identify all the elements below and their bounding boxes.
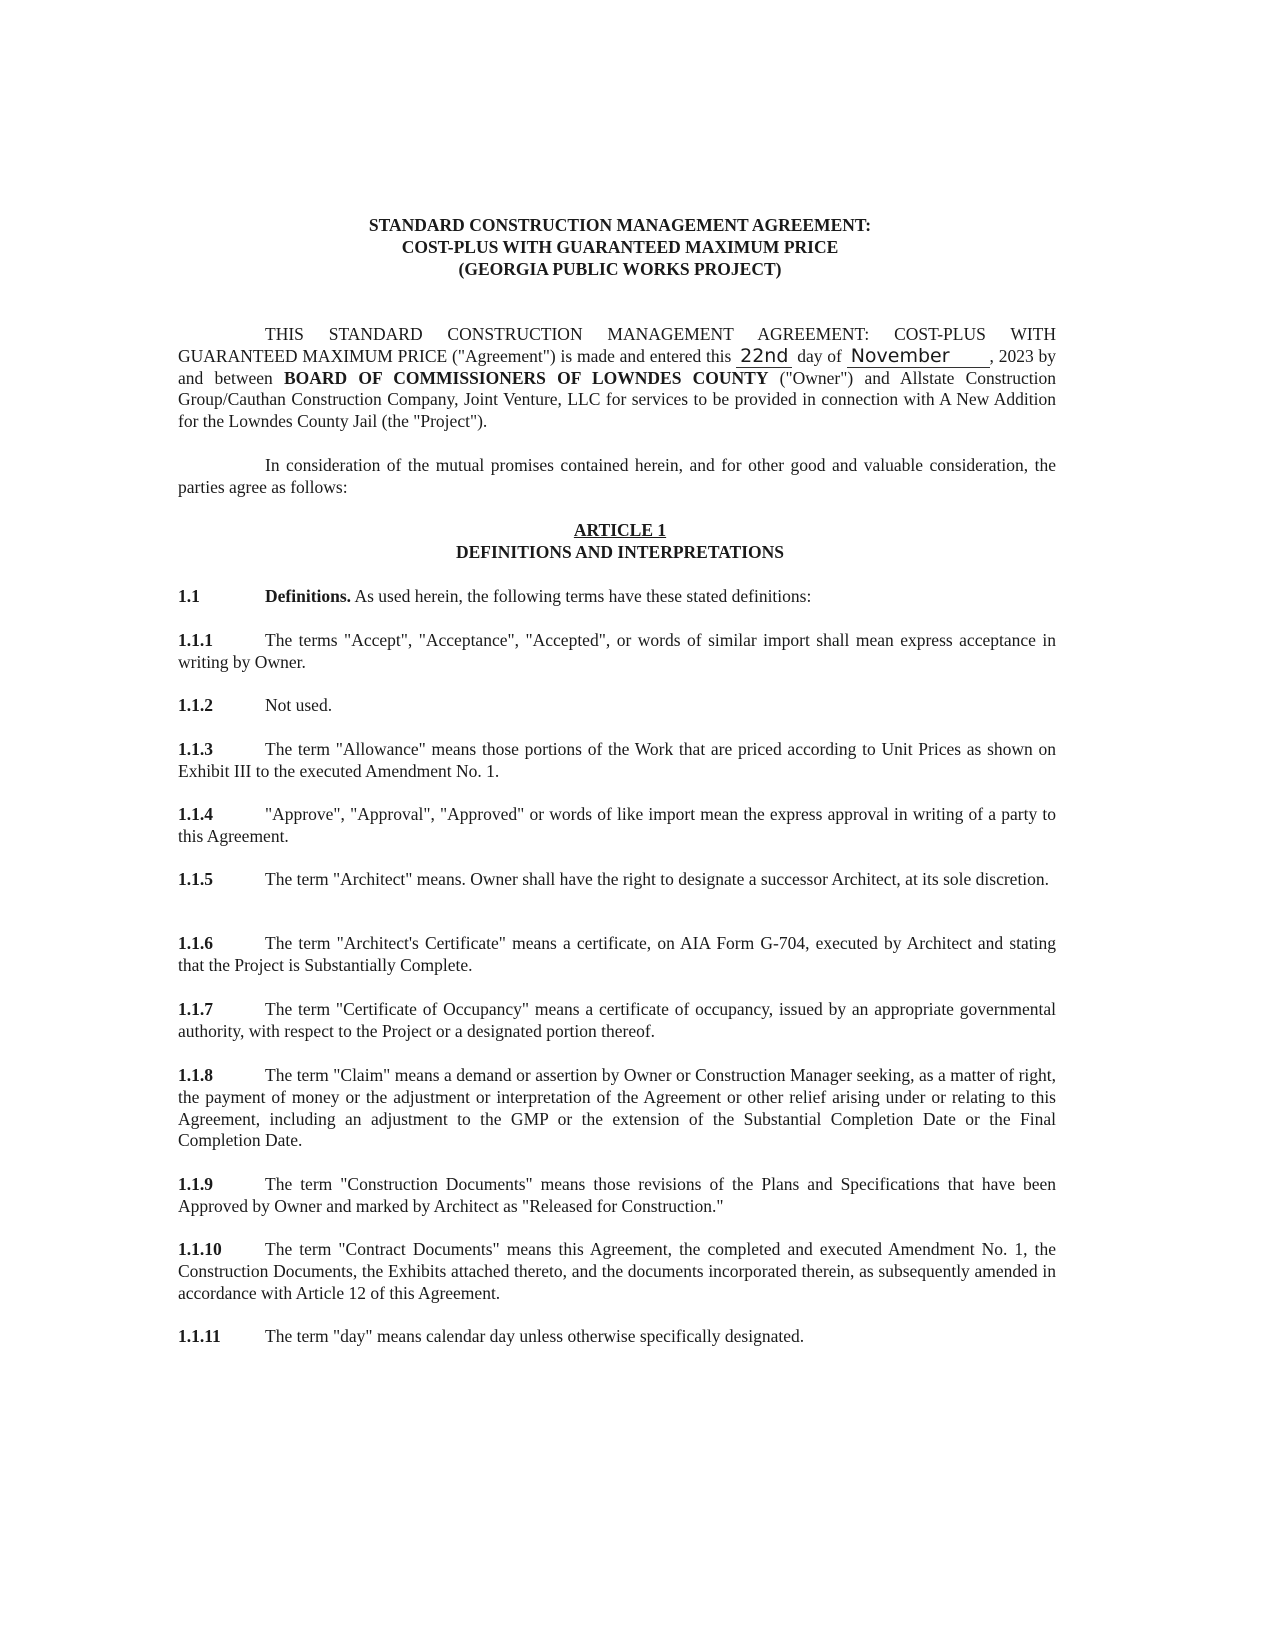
definition-1-1-6 (178, 933, 1056, 977)
definition-number: 1.1.8 (178, 1065, 213, 1085)
definition-number: 1.1.4 (178, 804, 213, 824)
doc-title-line2: COST-PLUS WITH GUARANTEED MAXIMUM PRICE (401, 237, 839, 257)
definition-1-1-8 (178, 1065, 1056, 1152)
article-number: ARTICLE 1 (573, 520, 667, 540)
doc-title-line3: (GEORGIA PUBLIC WORKS PROJECT) (458, 259, 782, 279)
definition-1-1-1 (178, 630, 1056, 674)
definition-number: 1.1.2 (178, 695, 213, 715)
definition-text: The term "Contract Documents" means this Agreement, the completed and executed Amendment No. 1, the Construction Documents, the Exhibits attached thereto, and the documents incorporated therein, as subsequently amended in accordance with Article 12 of this Agreement. (178, 1239, 1056, 1303)
definition-text: The term "Claim" means a demand or assertion by Owner or Construction Manager seeking, as a matter of right, the payment of money or the adjustment or interpretation of the Agreement or other relief arising under or relating to this Agreement, including an adjustment to the GMP or the extension of the Substantial Completion Date or the Final Completion Date. (178, 1065, 1056, 1151)
definition-1-1-4 (178, 804, 1056, 848)
definition-number: 1.1.10 (178, 1239, 222, 1259)
definition-1-1-2 (178, 695, 1056, 717)
definition-number: 1.1.9 (178, 1174, 213, 1194)
definition-text: "Approve", "Approval", "Approved" or words of like import mean the express approval in writing of a party to this Agreement. (178, 804, 1056, 846)
doc-title-line1: STANDARD CONSTRUCTION MANAGEMENT AGREEMENT: (368, 215, 872, 235)
definition-number: 1.1.3 (178, 739, 213, 759)
definition-1-1-10 (178, 1239, 1056, 1304)
definition-number: 1.1.5 (178, 869, 213, 889)
intro-paragraph: THIS STANDARD CONSTRUCTION MANAGEMENT AGREEMENT: COST-PLUS WITH GUARANTEED MAXIMUM PRICE ("Agreement") is made and entered this 22nd day of November , 2023 by and between BOARD OF COMMISSIONERS OF LOWNDES COUNTY ("Owner") and Allstate Construction Group/Cauthan Construction Company, Joint Venture, LLC for services to be provided in connection with A New Addition for the Lowndes County Jail (the "Project"). (178, 324, 1057, 432)
article-heading: DEFINITIONS AND INTERPRETATIONS (455, 542, 785, 562)
definition-text: Not used. (265, 695, 333, 715)
definition-text: The term "Certificate of Occupancy" means a certificate of occupancy, issued by an appropriate governmental authority, with respect to the Project or a designated portion thereof. (178, 999, 1056, 1041)
definition-text: The term "Architect's Certificate" means a certificate, on AIA Form G-704, executed by Architect and stating that the Project is Substantially Complete. (178, 933, 1056, 975)
definition-number: 1.1.11 (178, 1326, 221, 1346)
definition-number: 1.1.6 (178, 933, 213, 953)
definition-text: The terms "Accept", "Acceptance", "Accepted", or words of similar import shall mean express acceptance in writing by Owner. (178, 630, 1056, 672)
definition-number: 1.1.7 (178, 999, 213, 1019)
definition-text: The term "Architect" means. Owner shall have the right to designate a successor Architect, at its sole discretion. (265, 869, 1050, 889)
definition-1-1-7 (178, 999, 1056, 1043)
definition-1-1-11 (178, 1326, 1056, 1348)
section-1-1: 1.1 Definitions. As used herein, the following terms have these stated definitions: (178, 586, 812, 606)
definition-number: 1.1.1 (178, 630, 213, 650)
definition-text: The term "day" means calendar day unless otherwise specifically designated. (265, 1326, 805, 1346)
definition-text: The term "Construction Documents" means those revisions of the Plans and Specifications that have been Approved by Owner and marked by Architect as "Released for Construction." (178, 1174, 1056, 1216)
definition-1-1-9 (178, 1174, 1056, 1218)
month-field: November (847, 345, 990, 368)
definition-1-1-5 (178, 869, 1056, 891)
consideration-paragraph: In consideration of the mutual promises contained herein, and for other good and valuable consideration, the parties agree as follows: (178, 455, 1056, 497)
day-field: 22nd (736, 345, 792, 368)
definition-1-1-3 (178, 739, 1056, 783)
definition-text: The term "Allowance" means those portions of the Work that are priced according to Unit Prices as shown on Exhibit III to the executed Amendment No. 1. (178, 739, 1056, 781)
